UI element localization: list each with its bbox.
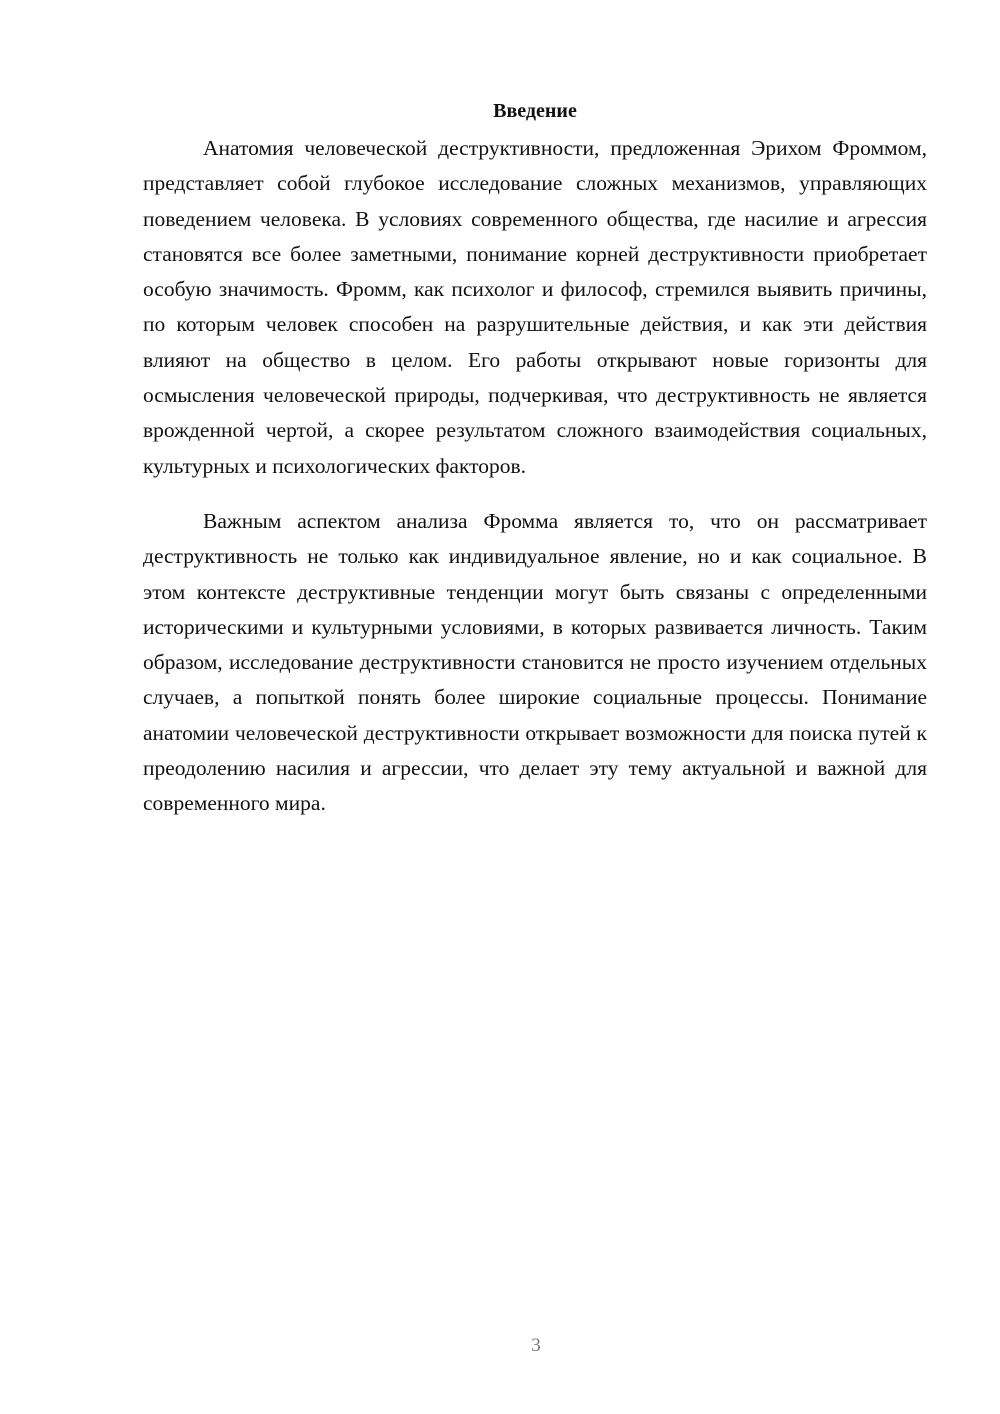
paragraph-1: Анатомия человеческой деструктивности, предложенная Эрихом Фроммом, представляет собой глубокое исследование сложных механизмов, управляющих поведением человека. В условиях современного общества, где насилие и агрессия становятся все более заметными, понимание корней деструктивности приобретает особую значимость. Фромм, как психолог и философ, стремился выявить причины, по которым человек способен на разрушительные действия, и как эти действия влияют на общество в целом. Его работы открывают новые горизонты для осмысления человеческой природы, подчеркивая, что деструктивность не является врожденной чертой, а скорее результатом сложного взаимодействия социальных, культурных и психологических факторов. <box>143 136 927 478</box>
section-heading: Введение <box>493 100 577 122</box>
page-content <box>143 96 927 822</box>
paragraph-2: Важным аспектом анализа Фромма является то, что он рассматривает деструктивность не только как индивидуальное явление, но и как социальное. В этом контексте деструктивные тенденции могут быть связаны с определенными историческими и культурными условиями, в которых развивается личность. Таким образом, исследование деструктивности становится не просто изучением отдельных случаев, а попыткой понять более широкие социальные процессы. Понимание анатомии человеческой деструктивности открывает возможности для поиска путей к преодолению насилия и агрессии, что делает эту тему актуальной и важной для современного мира. <box>143 508 927 816</box>
page-number: 3 <box>531 1335 541 1356</box>
